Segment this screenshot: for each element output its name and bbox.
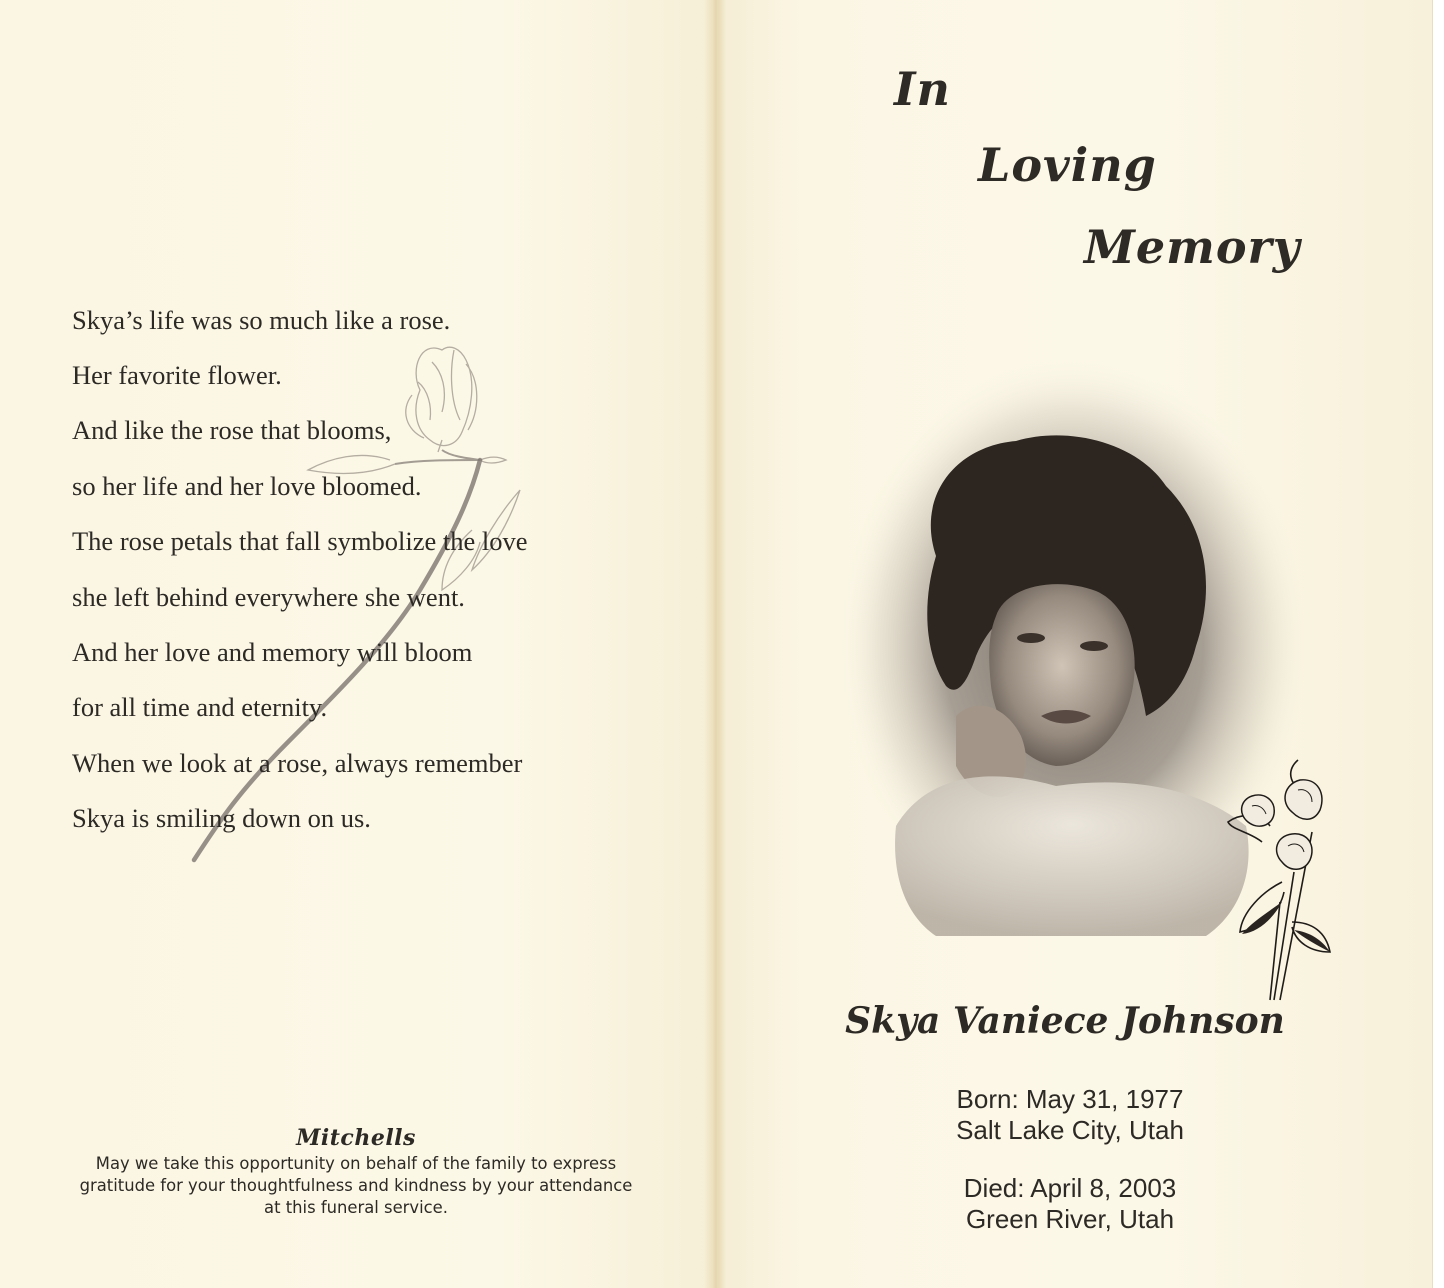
poem-line: Skya’s life was so much like a rose. [72,305,451,335]
poem-line: And her love and memory will bloom [72,637,473,667]
poem-line: And like the rose that blooms, [72,415,392,445]
poem-line: The rose petals that fall symbolize the love [72,526,528,556]
poem-line: When we look at a rose, always remember [72,748,523,778]
poem-line: Skya is smiling down on us. [72,803,371,833]
title-word-memory: Memory [1084,220,1301,274]
poem-line: for all time and eternity. [72,692,328,722]
poem-line: so her life and her love bloomed. [72,471,422,501]
birth-place: Salt Lake City, Utah [956,1115,1184,1145]
message-line: at this funeral service. [264,1198,448,1217]
poem-line: she left behind everywhere she went. [72,582,465,612]
deceased-name: Skya Vaniece Johnson [845,1000,1285,1042]
death-date: Died: April 8, 2003 [963,1173,1177,1203]
card-fold [704,0,726,1288]
funeral-home-note [60,1125,652,1219]
message-line: May we take this opportunity on behalf of the family to express [95,1154,617,1173]
birth-info [880,1084,1260,1146]
message-line: gratitude for your thoughtfulness and kindness by your attendance [79,1176,633,1195]
poem-line: Her favorite flower. [72,360,282,390]
funeral-home-name: Mitchells [296,1125,416,1151]
funeral-home-message [60,1153,652,1219]
birth-date: Born: May 31, 1977 [956,1084,1184,1114]
title-word-loving: Loving [978,138,1157,192]
rose-bouquet-icon [1222,752,1338,1002]
scan-edge [1432,0,1444,1288]
title-word-in: In [894,62,951,116]
death-info [880,1173,1260,1235]
death-place: Green River, Utah [965,1204,1175,1234]
